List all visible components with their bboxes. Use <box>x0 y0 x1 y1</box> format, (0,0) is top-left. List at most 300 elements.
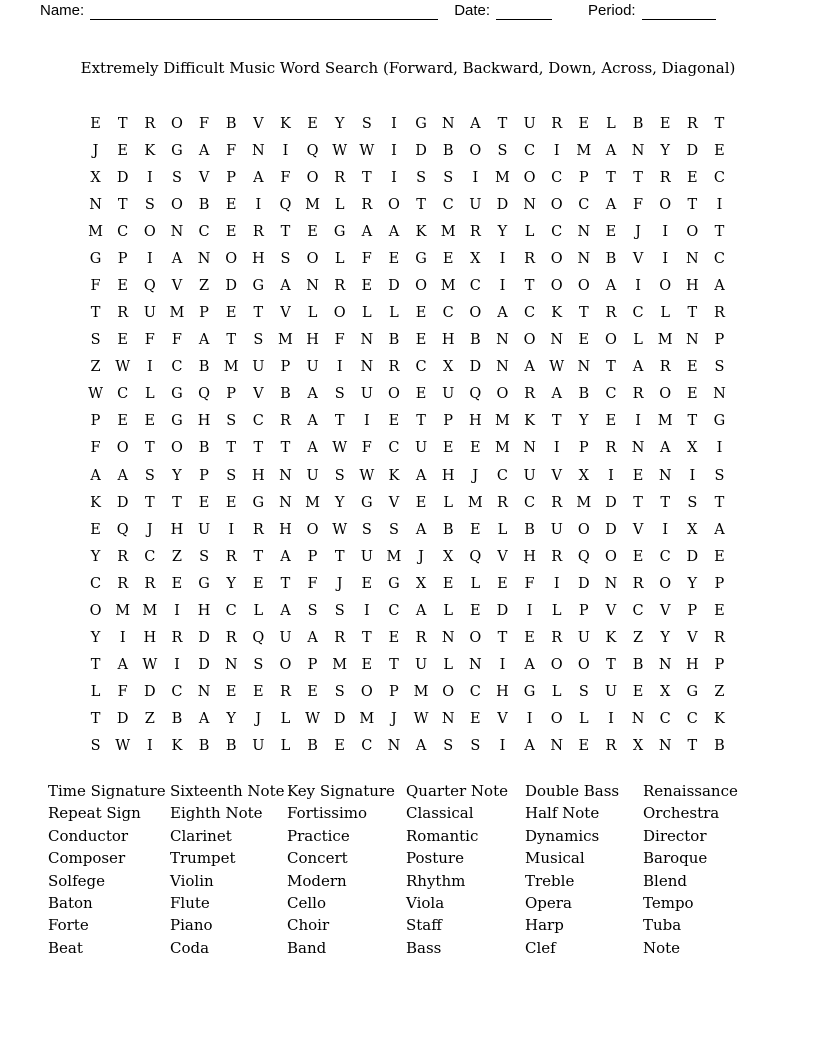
grid-letter: R <box>252 521 264 538</box>
grid-letter: D <box>577 575 590 592</box>
word-list-item: Flute <box>170 894 210 913</box>
grid-letter: B <box>388 332 400 349</box>
grid-letter: N <box>631 142 645 159</box>
grid-letter: S <box>199 548 210 565</box>
grid-letter: U <box>252 738 265 755</box>
grid-letter: A <box>90 467 101 484</box>
grid-letter: E <box>225 196 237 213</box>
grid-letter: A <box>307 630 318 647</box>
grid-letter: R <box>279 684 291 701</box>
grid-letter: C <box>524 142 536 159</box>
grid-letter: A <box>171 250 183 267</box>
grid-letter: O <box>170 115 183 132</box>
grid-letter: E <box>714 142 725 159</box>
grid-letter: D <box>116 169 129 186</box>
grid-letter: C <box>605 386 617 403</box>
grid-letter: I <box>689 467 696 484</box>
grid-letter: H <box>496 684 509 701</box>
grid-letter: I <box>282 142 289 159</box>
grid-letter: B <box>632 115 644 132</box>
grid-letter: O <box>170 440 183 457</box>
grid-letter: E <box>470 440 481 457</box>
grid-letter: I <box>174 657 180 674</box>
grid-letter: R <box>632 575 644 592</box>
grid-letter: E <box>307 223 318 240</box>
grid-letter: P <box>714 657 725 674</box>
grid-letter: S <box>443 169 454 186</box>
grid-letter: B <box>280 386 291 403</box>
grid-letter: E <box>442 250 454 267</box>
grid-letter: T <box>280 223 291 240</box>
grid-letter: A <box>361 223 373 240</box>
grid-letter: M <box>576 142 592 159</box>
grid-letter: Q <box>306 142 319 159</box>
grid-letter: A <box>280 548 291 565</box>
grid-letter: F <box>361 440 372 457</box>
word-list-item: Double Bass <box>525 782 620 800</box>
grid-letter: L <box>280 711 291 728</box>
grid-letter: O <box>469 630 482 647</box>
grid-letter: S <box>416 169 427 186</box>
grid-letter: O <box>577 278 590 294</box>
grid-letter: B <box>578 386 590 403</box>
grid-letter: U <box>604 684 618 701</box>
grid-letter: B <box>171 711 183 728</box>
grid-letter: N <box>631 440 645 457</box>
grid-letter: I <box>363 413 370 430</box>
grid-letter: D <box>198 657 210 674</box>
grid-letter: O <box>469 305 482 322</box>
grid-letter: A <box>415 602 427 619</box>
grid-letter: O <box>604 332 617 349</box>
grid-letter: N <box>251 142 265 159</box>
grid-letter: I <box>391 115 397 132</box>
word-list-item: Musical <box>525 849 585 868</box>
grid-letter: S <box>388 521 399 538</box>
name-blank-line <box>90 4 438 20</box>
date-label: Date: <box>454 2 491 19</box>
grid-letter: V <box>659 602 671 619</box>
grid-letter: C <box>713 169 725 186</box>
grid-letter: S <box>253 332 264 349</box>
grid-letter: P <box>578 602 589 619</box>
grid-letter: N <box>89 196 102 213</box>
grid-letter: A <box>605 278 617 294</box>
grid-letter: M <box>88 223 103 240</box>
grid-letter: O <box>360 684 373 701</box>
grid-letter: M <box>359 711 375 728</box>
grid-letter: C <box>551 169 563 186</box>
grid-letter: T <box>90 657 101 674</box>
grid-letter: B <box>198 359 210 376</box>
grid-letter: L <box>551 684 562 701</box>
grid-letter: U <box>252 359 265 376</box>
grid-letter: O <box>523 332 536 349</box>
grid-letter: O <box>442 684 455 701</box>
grid-letter: G <box>171 386 183 403</box>
grid-letter: J <box>391 711 397 728</box>
grid-letter: T <box>172 494 182 511</box>
grid-letter: E <box>117 278 128 294</box>
word-list-item: Rhythm <box>406 871 466 890</box>
grid-letter: K <box>605 630 617 647</box>
grid-letter: M <box>413 684 429 701</box>
grid-letter: L <box>389 305 399 322</box>
grid-letter: A <box>415 467 427 484</box>
grid-letter: P <box>117 250 128 267</box>
grid-letter: W <box>413 711 429 728</box>
grid-letter: T <box>144 440 155 457</box>
grid-letter: E <box>171 575 183 592</box>
grid-letter: L <box>443 657 453 674</box>
grid-letter: Z <box>199 278 210 294</box>
grid-letter: M <box>495 440 510 457</box>
grid-letter: Z <box>171 548 182 565</box>
grid-letter: N <box>577 223 591 240</box>
grid-letter: I <box>716 440 723 457</box>
grid-letter: R <box>144 115 156 132</box>
grid-letter: I <box>146 359 153 376</box>
grid-letter: N <box>496 332 509 349</box>
grid-letter: B <box>524 521 535 538</box>
word-list-item: Repeat Sign <box>48 804 141 823</box>
grid-letter: I <box>553 440 560 457</box>
grid-letter: I <box>363 602 370 619</box>
grid-letter: C <box>524 494 536 511</box>
grid-letter: W <box>359 142 375 159</box>
word-list-item: Conductor <box>48 826 129 845</box>
grid-letter: U <box>442 386 455 403</box>
grid-letter: T <box>226 440 237 457</box>
grid-letter: X <box>470 250 481 267</box>
grid-letter: V <box>253 115 264 132</box>
grid-letter: E <box>253 575 264 592</box>
word-list-item: Tempo <box>643 894 694 913</box>
grid-letter: I <box>662 250 669 267</box>
grid-letter: T <box>416 196 426 213</box>
grid-letter: D <box>469 359 482 376</box>
grid-letter: N <box>441 630 455 647</box>
grid-letter: I <box>499 250 506 267</box>
grid-letter: X <box>90 169 101 186</box>
grid-letter: D <box>116 711 129 728</box>
grid-letter: P <box>226 386 237 403</box>
grid-letter: Y <box>226 711 236 728</box>
grid-letter: C <box>686 711 698 728</box>
grid-letter: O <box>279 657 292 674</box>
grid-letter: N <box>360 332 374 349</box>
grid-letter: E <box>225 684 237 701</box>
grid-letter: T <box>497 115 508 132</box>
grid-letter: J <box>92 142 99 159</box>
grid-letter: I <box>174 602 180 619</box>
grid-letter: C <box>659 711 671 728</box>
grid-letter: J <box>336 575 343 592</box>
grid-letter: P <box>389 684 399 701</box>
grid-letter: H <box>523 548 536 565</box>
grid-letter: P <box>307 548 318 565</box>
grid-letter: C <box>252 413 264 430</box>
grid-letter: C <box>469 684 481 701</box>
grid-letter: C <box>551 223 563 240</box>
grid-letter: S <box>334 684 345 701</box>
grid-letter: A <box>714 521 725 538</box>
grid-letter: C <box>524 305 536 322</box>
word-list-item: Tuba <box>643 916 682 935</box>
grid-letter: K <box>388 467 400 484</box>
grid-letter: N <box>550 332 564 349</box>
grid-letter: T <box>633 169 643 186</box>
grid-letter: I <box>146 250 153 267</box>
grid-letter: A <box>307 386 318 403</box>
grid-letter: A <box>605 196 617 213</box>
grid-letter: S <box>226 413 237 430</box>
grid-letter: C <box>117 223 129 240</box>
grid-letter: U <box>469 196 482 213</box>
grid-letter: L <box>307 305 318 322</box>
grid-letter: B <box>714 738 725 755</box>
grid-letter: F <box>307 575 318 592</box>
grid-letter: V <box>171 278 183 294</box>
grid-letter: V <box>497 548 508 565</box>
grid-letter: L <box>334 196 345 213</box>
grid-letter: A <box>524 359 535 376</box>
grid-letter: M <box>115 602 131 619</box>
grid-letter: E <box>361 575 373 592</box>
grid-letter: K <box>90 494 101 511</box>
grid-letter: E <box>307 115 318 132</box>
grid-letter: A <box>307 413 318 430</box>
grid-letter: R <box>524 250 536 267</box>
grid-letter: E <box>578 332 590 349</box>
word-list-item: Coda <box>170 938 210 957</box>
grid-letter: B <box>225 738 237 755</box>
grid-letter: N <box>658 467 672 484</box>
grid-letter: C <box>496 467 508 484</box>
grid-letter: M <box>305 494 320 511</box>
grid-letter: H <box>441 332 455 349</box>
grid-letter: M <box>657 413 673 430</box>
grid-letter: Y <box>90 630 101 647</box>
grid-letter: E <box>117 413 128 430</box>
grid-letter: V <box>388 494 400 511</box>
grid-letter: C <box>388 440 400 457</box>
grid-letter: S <box>578 684 589 701</box>
grid-letter: U <box>360 548 373 565</box>
grid-letter: O <box>577 657 590 674</box>
grid-letter: J <box>472 467 479 484</box>
word-list-item: Bass <box>406 938 442 957</box>
grid-letter: O <box>143 223 156 240</box>
grid-letter: T <box>606 359 616 376</box>
grid-letter: W <box>332 440 348 457</box>
grid-letter: C <box>442 196 454 213</box>
grid-letter: T <box>144 494 155 511</box>
grid-letter: S <box>334 602 345 619</box>
grid-letter: T <box>253 548 264 565</box>
grid-letter: I <box>336 359 343 376</box>
word-list-item: Key Signature <box>287 782 395 800</box>
grid-letter: L <box>524 223 535 240</box>
grid-letter: O <box>659 196 672 213</box>
grid-letter: S <box>90 332 101 349</box>
grid-letter: I <box>499 738 506 755</box>
grid-letter: N <box>360 359 374 376</box>
grid-letter: R <box>279 413 291 430</box>
grid-letter: T <box>253 440 264 457</box>
grid-letter: A <box>714 278 725 294</box>
grid-letter: Q <box>279 196 292 213</box>
grid-letter: O <box>170 196 183 213</box>
grid-letter: V <box>280 305 291 322</box>
grid-letter: S <box>171 169 182 186</box>
grid-letter: R <box>334 278 346 294</box>
grid-letter: C <box>713 250 725 267</box>
grid-letter: F <box>633 196 644 213</box>
grid-letter: K <box>714 711 725 728</box>
grid-letter: N <box>387 738 401 755</box>
page-title: Extremely Difficult Music Word Search (Forward, Backward, Down, Across, Diagonal) <box>80 59 736 77</box>
grid-letter: K <box>144 142 156 159</box>
grid-letter: O <box>469 142 482 159</box>
grid-letter: Q <box>198 386 210 403</box>
grid-letter: G <box>388 575 400 592</box>
grid-letter: F <box>144 332 155 349</box>
word-list-item: Sixteenth Note <box>170 782 285 800</box>
grid-letter: V <box>632 250 644 267</box>
grid-letter: G <box>252 278 265 294</box>
grid-letter: S <box>334 386 345 403</box>
grid-letter: T <box>117 115 128 132</box>
grid-letter: L <box>361 305 372 322</box>
grid-letter: X <box>660 684 671 701</box>
grid-letter: R <box>117 575 129 592</box>
grid-letter: I <box>662 223 669 240</box>
grid-letter: V <box>198 169 210 186</box>
grid-letter: E <box>687 359 698 376</box>
grid-letter: U <box>414 657 428 674</box>
word-list-item: Baton <box>48 894 93 913</box>
grid-letter: E <box>415 332 427 349</box>
grid-letter: G <box>415 115 427 132</box>
grid-letter: N <box>604 575 618 592</box>
grid-letter: E <box>225 223 237 240</box>
grid-letter: A <box>198 332 210 349</box>
grid-letter: U <box>306 467 319 484</box>
grid-letter: P <box>443 413 454 430</box>
grid-letter: V <box>605 602 617 619</box>
grid-letter: C <box>388 602 400 619</box>
grid-letter: W <box>332 521 348 538</box>
grid-letter: C <box>469 278 481 294</box>
grid-letter: Z <box>144 711 155 728</box>
grid-letter: O <box>550 657 563 674</box>
grid-letter: P <box>199 305 209 322</box>
grid-letter: L <box>443 602 453 619</box>
grid-letter: A <box>497 305 508 322</box>
grid-letter: O <box>550 250 563 267</box>
word-list-item: Orchestra <box>643 804 720 823</box>
grid-letter: R <box>524 386 536 403</box>
grid-letter: U <box>306 359 319 376</box>
grid-letter: T <box>714 223 725 240</box>
grid-letter: D <box>605 494 617 511</box>
word-list-item: Posture <box>406 849 464 868</box>
grid-letter: L <box>497 521 508 538</box>
grid-letter: W <box>115 359 131 376</box>
grid-letter: B <box>442 142 454 159</box>
grid-letter: W <box>142 657 158 674</box>
grid-letter: D <box>198 630 210 647</box>
grid-letter: R <box>334 630 346 647</box>
grid-letter: E <box>687 169 698 186</box>
grid-letter: D <box>686 142 699 159</box>
grid-letter: O <box>415 278 427 294</box>
grid-letter: W <box>549 359 565 376</box>
grid-letter: C <box>225 602 237 619</box>
grid-letter: A <box>415 738 427 755</box>
grid-letter: L <box>443 494 453 511</box>
grid-letter: L <box>280 738 291 755</box>
grid-letter: C <box>442 305 454 322</box>
grid-letter: E <box>361 278 373 294</box>
grid-letter: M <box>305 196 320 213</box>
grid-letter: H <box>685 278 699 294</box>
grid-letter: D <box>496 602 509 619</box>
grid-letter: E <box>632 467 644 484</box>
grid-letter: Y <box>90 548 101 565</box>
grid-letter: B <box>632 657 644 674</box>
grid-letter: O <box>116 440 129 457</box>
grid-letter: S <box>687 494 698 511</box>
grid-letter: A <box>659 440 671 457</box>
grid-letter: B <box>225 115 237 132</box>
grid-letter: A <box>117 467 128 484</box>
grid-letter: N <box>441 115 455 132</box>
grid-letter: R <box>361 196 373 213</box>
grid-letter: I <box>119 630 126 647</box>
grid-letter: T <box>687 305 698 322</box>
word-list-item: Solfege <box>48 871 106 890</box>
grid-letter: F <box>524 575 535 592</box>
grid-letter: I <box>472 169 479 186</box>
grid-letter: Q <box>469 386 482 403</box>
grid-letter: G <box>252 494 265 511</box>
grid-letter: K <box>524 413 535 430</box>
grid-letter: U <box>523 115 536 132</box>
grid-letter: M <box>278 332 293 349</box>
word-list-item: Trumpet <box>170 849 236 868</box>
grid-letter: L <box>470 575 481 592</box>
grid-letter: N <box>658 738 672 755</box>
grid-letter: A <box>198 711 210 728</box>
grid-letter: D <box>116 494 129 511</box>
grid-letter: N <box>713 386 726 403</box>
header <box>40 2 716 20</box>
grid-letter: X <box>578 467 589 484</box>
grid-letter: M <box>440 278 456 294</box>
grid-letter: M <box>386 548 402 565</box>
grid-letter: N <box>631 711 645 728</box>
grid-letter: U <box>414 440 428 457</box>
grid-letter: R <box>659 169 671 186</box>
word-list-item: Treble <box>525 871 575 890</box>
word-list-item: Renaissance <box>643 782 738 800</box>
grid-letter: E <box>334 738 345 755</box>
grid-letter: S <box>361 521 372 538</box>
grid-letter: N <box>685 332 699 349</box>
grid-letter: U <box>279 630 292 647</box>
